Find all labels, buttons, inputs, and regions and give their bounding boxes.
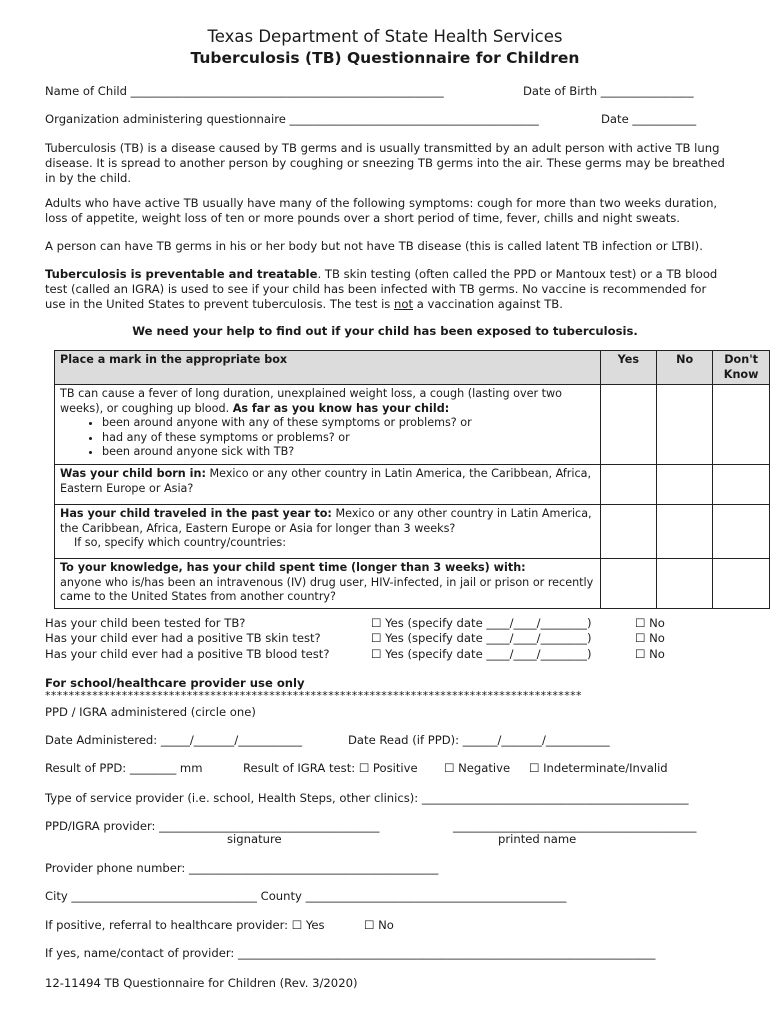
table-header-dont-know: Don't Know xyxy=(713,351,770,385)
igra-negative-checkbox[interactable]: ☐ Negative xyxy=(444,761,511,775)
intro-paragraph-1: Tuberculosis (TB) is a disease caused by TB germs and is usually transmitted by an adult person with active TB lung disease. It is spread to another person by coughing or sneezing TB germs into the air. These germs may be breathed in by the child. xyxy=(45,141,725,185)
intro-paragraph-2: Adults who have active TB usually have many of the following symptoms: cough for more than two weeks duration, loss of appetite, weight loss of ten or more pounds over a short period of time, fever, chills and night sweats. xyxy=(45,196,718,225)
stars-divider: ******************************************************************************************* xyxy=(45,689,582,702)
question-4: To your knowledge, has your child spent time (longer than 3 weeks) with: anyone who is/has been an intravenous (IV) drug user, HIV-infected, in jail or prison or recently came to the United States from another country? xyxy=(55,559,601,609)
table-row xyxy=(55,465,770,505)
q3-no-box[interactable] xyxy=(657,505,713,559)
ppd-igra-administered: PPD / IGRA administered (circle one) xyxy=(45,705,256,719)
q4-dont-know-box[interactable] xyxy=(713,559,770,609)
q4-no-box[interactable] xyxy=(657,559,713,609)
referral-no-checkbox[interactable]: ☐ No xyxy=(364,918,394,932)
table-header-no: No xyxy=(657,351,713,385)
skin-test-question: Has your child ever had a positive TB skin test? xyxy=(45,631,321,645)
table-header-row xyxy=(55,351,770,385)
help-heading: We need your help to find out if your child has been exposed to tuberculosis. xyxy=(132,324,638,338)
provider-phone-field[interactable]: Provider phone number: ___________________________________________ xyxy=(45,861,439,875)
skin-test-no-checkbox[interactable]: ☐ No xyxy=(635,631,665,645)
list-item: • been around anyone sick with TB? xyxy=(102,445,595,460)
q1-no-box[interactable] xyxy=(657,385,713,465)
provider-printed-name-field[interactable]: __________________________________________ xyxy=(453,819,697,833)
question-3: Has your child traveled in the past year to: Mexico or any other country in Latin America, the Caribbean, Africa, Eastern Europe or Asia for longer than 3 weeks? If so, specify which country/countries: xyxy=(55,505,601,559)
exposure-table xyxy=(54,350,770,609)
list-item: • been around anyone with any of these symptoms or problems? or xyxy=(102,416,595,431)
q2-yes-box[interactable] xyxy=(600,465,656,505)
organization-field[interactable]: Organization administering questionnaire ___________________________________________ xyxy=(45,112,539,126)
provider-contact-field[interactable]: If yes, name/contact of provider: ________________________________________________________________________ xyxy=(45,946,656,960)
question-1: TB can cause a fever of long duration, unexplained weight loss, a cough (lasting over two weeks), or coughing up blood. As far as you know has your child: • been around anyone with any of these symptoms or problems? or • had any of these symptoms or problems? or • been around anyone sick with TB? xyxy=(55,385,601,465)
igra-indeterminate-checkbox[interactable]: ☐ Indeterminate/Invalid xyxy=(529,761,668,775)
service-provider-type-field[interactable]: Type of service provider (i.e. school, Health Steps, other clinics): ______________________________________________ xyxy=(45,791,689,805)
q1-yes-box[interactable] xyxy=(600,385,656,465)
form-title: Tuberculosis (TB) Questionnaire for Children xyxy=(190,49,580,67)
q3-dont-know-box[interactable] xyxy=(713,505,770,559)
name-of-child-field[interactable]: Name of Child ______________________________________________________ xyxy=(45,84,444,98)
result-ppd-field[interactable]: Result of PPD: ________ mm xyxy=(45,761,203,775)
preventable-bold-text: Tuberculosis is preventable and treatable xyxy=(45,267,318,281)
tested-no-checkbox[interactable]: ☐ No xyxy=(635,616,665,630)
blood-test-no-checkbox[interactable]: ☐ No xyxy=(635,647,665,661)
tested-question: Has your child been tested for TB? xyxy=(45,616,246,630)
date-field[interactable]: Date ___________ xyxy=(601,112,697,126)
question-2: Was your child born in: Mexico or any other country in Latin America, the Caribbean, Africa, Eastern Europe or Asia? xyxy=(55,465,601,505)
agency-title: Texas Department of State Health Services xyxy=(207,27,563,46)
table-header-question: Place a mark in the appropriate box xyxy=(55,351,601,385)
table-header-yes: Yes xyxy=(600,351,656,385)
date-read-field[interactable]: Date Read (if PPD): ______/_______/___________ xyxy=(348,733,610,747)
blood-test-yes-checkbox[interactable]: ☐ Yes (specify date ____/____/________) xyxy=(371,647,592,661)
provider-heading: For school/healthcare provider use only xyxy=(45,676,305,690)
footer-form-number: 12-11494 TB Questionnaire for Children (Rev. 3/2020) xyxy=(45,976,358,990)
signature-label: signature xyxy=(227,832,282,846)
referral-yes-checkbox[interactable]: If positive, referral to healthcare provider: ☐ Yes xyxy=(45,918,325,932)
intro-paragraph-4: Tuberculosis is preventable and treatable. TB skin testing (often called the PPD or Mantoux test) or a TB blood test (called an IGRA) is used to see if your child has been infected with TB germs. No vaccine is recommended for use in the United States to prevent tuberculosis. The test is not a vaccination against TB. xyxy=(45,267,718,311)
igra-positive-checkbox[interactable]: Result of IGRA test: ☐ Positive xyxy=(243,761,418,775)
provider-signature-field[interactable]: PPD/IGRA provider: ______________________________________ xyxy=(45,819,380,833)
q1-dont-know-box[interactable] xyxy=(713,385,770,465)
table-row xyxy=(55,505,770,559)
q4-yes-box[interactable] xyxy=(600,559,656,609)
skin-test-yes-checkbox[interactable]: ☐ Yes (specify date ____/____/________) xyxy=(371,631,592,645)
city-county-field[interactable]: City ________________________________ County _____________________________________________ xyxy=(45,889,567,903)
intro-paragraph-3: A person can have TB germs in his or her body but not have TB disease (this is called latent TB infection or LTBI). xyxy=(45,239,703,253)
date-administered-field[interactable]: Date Administered: _____/_______/___________ xyxy=(45,733,303,747)
q2-dont-know-box[interactable] xyxy=(713,465,770,505)
date-of-birth-field[interactable]: Date of Birth ________________ xyxy=(523,84,694,98)
q3-yes-box[interactable] xyxy=(600,505,656,559)
table-row xyxy=(55,385,770,465)
blood-test-question: Has your child ever had a positive TB blood test? xyxy=(45,647,330,661)
tested-yes-checkbox[interactable]: ☐ Yes (specify date ____/____/________) xyxy=(371,616,592,630)
q2-no-box[interactable] xyxy=(657,465,713,505)
list-item: • had any of these symptoms or problems? or xyxy=(102,431,595,446)
printed-name-label: printed name xyxy=(498,832,577,846)
table-row xyxy=(55,559,770,609)
